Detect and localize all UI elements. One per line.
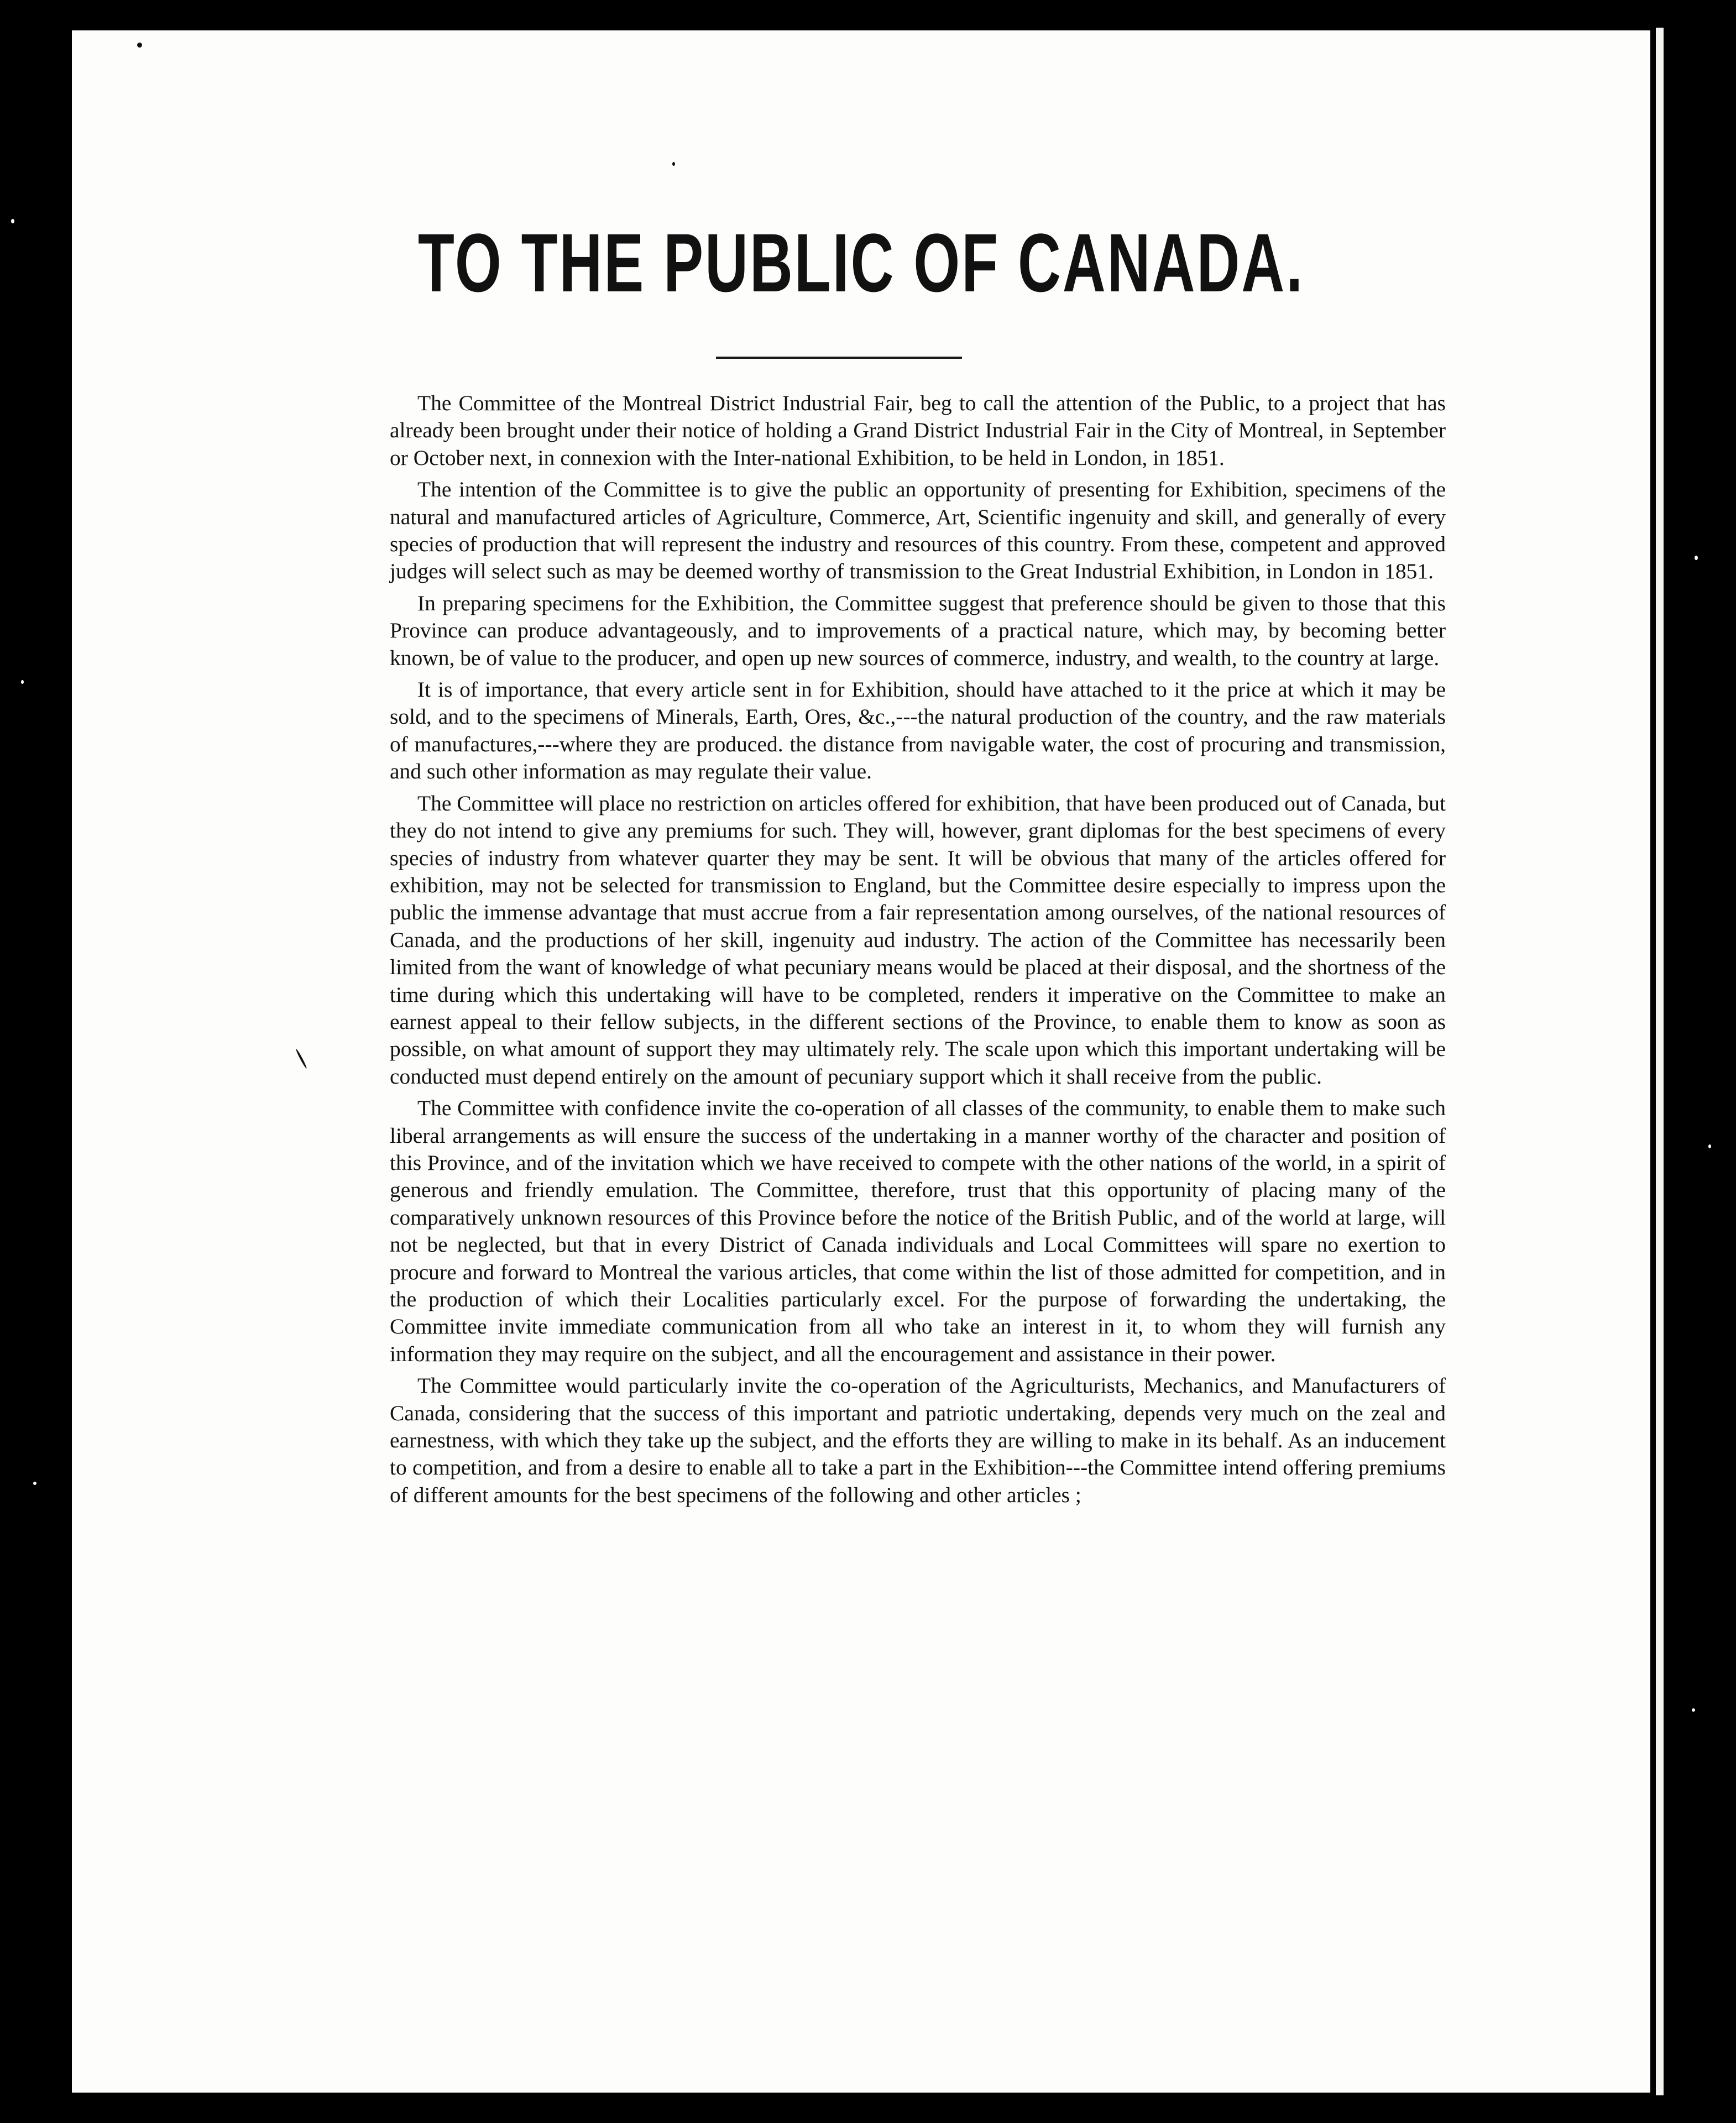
dust-mark	[33, 1482, 36, 1485]
dust-mark	[1695, 556, 1698, 560]
page-edge	[1656, 28, 1664, 2095]
paragraph-5: The Committee will place no restriction on articles offered for exhibition, that have been produced out of Canada, but they do not intend to give any premiums for such. They will, however, grant diplomas for the best specimens of every species of industry from whatever quarter they may be sent. It will be obvious that many of the articles offered for exhibition, may not be selected for transmission to England, but the Committee desire especially to impress upon the public the immense advantage that must accrue from a fair representation among ourselves, of the national resources of Canada, and the productions of her skill, ingenuity aud industry. The action of the Committee has necessarily been limited from the want of knowledge of what pecuniary means would be placed at their disposal, and the shortness of the time during which this undertaking will have to be completed, renders it imperative on the Committee to make an earnest appeal to their fellow subjects, in the different sections of the Province, to enable them to know as soon as possible, on what amount of support they may ultimately rely. The scale upon which this important undertaking will be conducted must depend entirely on the amount of pecuniary support which it shall receive from the public.	[390, 791, 1446, 1089]
dust-mark	[1692, 1708, 1695, 1712]
dust-mark	[11, 219, 14, 223]
paragraph-4: It is of importance, that every article sent in for Exhibition, should have attached to it the price at which it may be sold, and to the specimens of Minerals, Earth, Ores, &c.,---the natural production of the country, and the raw materials of manufactures,---where they are produced. the distance from navigable water, the cost of procuring and transmission, and such other information as may regulate their value.	[390, 677, 1446, 784]
paragraph-7: The Committee would particularly invite the co-operation of the Agriculturists, Mechanics, and Manufacturers of Canada, considering that the success of this important and patriotic undertaking, depends very much on the zeal and earnestness, with which they take up the subject, and the efforts they are willing to make in its behalf. As an inducement to competition, and from a desire to enable all to take a part in the Exhibition---the Committee intend offering premiums of different amounts for the best specimens of the following and other articles ;	[390, 1373, 1446, 1507]
ink-speck	[137, 43, 142, 48]
title-rule	[716, 357, 962, 359]
ink-speck	[295, 1048, 307, 1069]
paragraph-6: The Committee with confidence invite the co-operation of all classes of the community, to enable them to make such liberal arrangements as will ensure the success of the undertaking in a manner worthy of the character and position of this Province, and of the invitation which we have received to compete with the other nations of the world, in a spirit of generous and friendly emulation. The Committee, therefore, trust that this opportunity of placing many of the comparatively unknown resources of this Province before the notice of the British Public, and of the world at large, will not be neglected, but that in every District of Canada individuals and Local Committees will spare no exertion to procure and forward to Montreal the various articles, that come within the list of those admitted for competition, and in the production of which their Localities particularly excel. For the purpose of forwarding the undertaking, the Committee invite immediate communication from all who take an interest in it, to whom they will furnish any information they may require on the subject, and all the encouragement and assistance in their power.	[390, 1096, 1446, 1366]
paragraph-3: In preparing specimens for the Exhibition, the Committee suggest that preference should be given to those that this Province can produce advantageously, and to improvements of a practical nature, which may, by becoming better known, be of value to the producer, and open up new sources of commerce, industry, and wealth, to the country at large.	[390, 590, 1446, 670]
paragraph-2: The intention of the Committee is to give the public an opportunity of presenting for Exhibition, specimens of the natural and manufactured articles of Agriculture, Commerce, Art, Scientific ingenuity and skill, and generally of every species of production that will represent the industry and resources of this country. From these, competent and approved judges will select such as may be deemed worthy of transmission to the Great Industrial Exhibition, in London in 1851.	[390, 477, 1446, 584]
paragraph-1: The Committee of the Montreal District Industrial Fair, beg to call the attention of the Public, to a project that has already been brought under their notice of holding a Grand District Industrial Fair in the City of Montreal, in September or October next, in connexion with the Inter-national Exhibition, to be held in London, in 1851.	[390, 391, 1446, 470]
document-page	[72, 30, 1650, 2093]
page-title: TO THE PUBLIC OF CANADA.	[417, 216, 1305, 309]
ink-speck	[672, 162, 675, 166]
dust-mark	[21, 680, 24, 684]
body-text	[390, 390, 1446, 1513]
dust-mark	[1708, 1144, 1711, 1148]
